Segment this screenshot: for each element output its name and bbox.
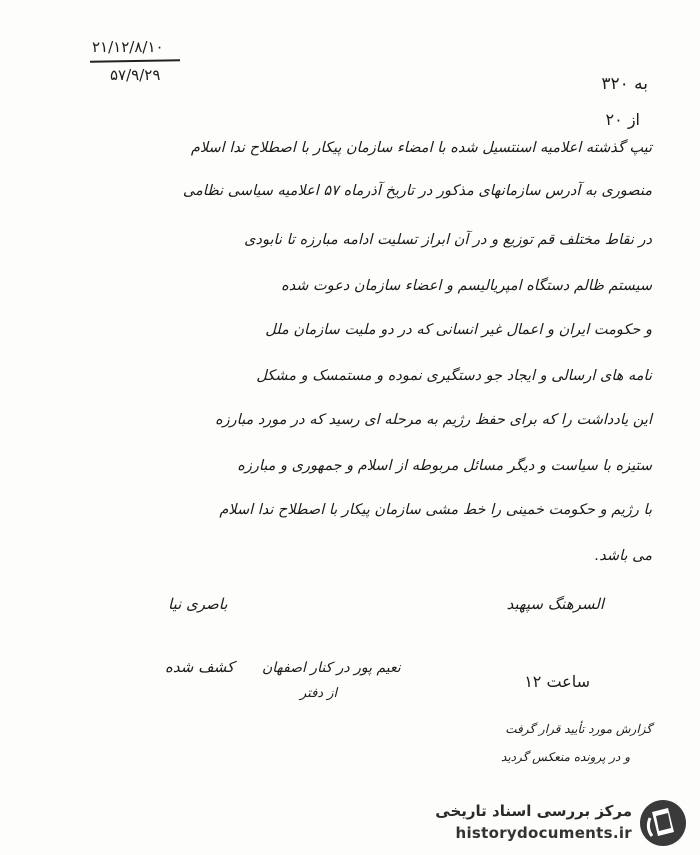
body-line-9: با رژیم و حکومت خمینی را خط مشی سازمان پیکار با اصطلاح ندا اسلام [219, 502, 652, 518]
margin-note-1: گزارش مورد تأیید قرار گرفت [505, 722, 652, 736]
signature-right: السرهنگ سپهبد [506, 595, 604, 613]
body-line-5: و حکومت ایران و اعمال غیر انسانی که در دو ملیت سازمان ملل [265, 322, 652, 338]
signature-middle: نعیم پور در کنار اصفهان [262, 660, 401, 676]
body-line-1: تیپ گذشته اعلامیه اسنتسیل شده با امضاء سازمان پیکار با اصطلاح ندا اسلام [190, 140, 652, 156]
body-line-7: این یادداشت را که برای حفظ رژیم به مرحله ای رسید که در مورد مبارزه [215, 412, 652, 428]
body-line-6: نامه های ارسالی و ایجاد جو دستگیری نموده و مستمسک و مشکل [256, 368, 652, 384]
signature-middle-2: از دفتر [300, 686, 338, 701]
reference-date: ۵۷/۹/۲۹ [110, 66, 161, 84]
watermark-url: historydocuments.ir [455, 824, 632, 842]
recipient-line: به ۳۲۰ [601, 74, 648, 94]
reference-underline [90, 59, 180, 63]
body-line-10: می باشد. [594, 548, 652, 564]
body-line-8: ستیزه با سیاست و دیگر مسائل مربوطه از اسلام و جمهوری و مبارزه [237, 458, 652, 474]
signature-left: باصری نیا [168, 595, 228, 613]
sender-line: از ۲۰ [605, 110, 640, 129]
body-line-2: منصوری به آدرس سازمانهای مذکور در تاریخ آذرماه ۵۷ اعلامیه سیاسی نظامی [182, 183, 652, 199]
body-line-3: در نقاط مختلف قم توزیع و در آن ابراز تسلیت ادامه مبارزه تا نابودی [244, 232, 652, 248]
signature-left-bottom: کشف شده [165, 658, 235, 676]
watermark-title: مرکز بررسی اسناد تاریخی [435, 802, 632, 820]
time-note: ساعت ۱۲ [524, 672, 590, 691]
archive-watermark [388, 798, 688, 850]
reference-number: ۲۱/۱۲/۸/۱۰ [92, 38, 164, 56]
document-archive-icon [638, 798, 688, 848]
body-line-4: سیستم ظالم دستگاه امپریالیسم و اعضاء سازمان دعوت شده [281, 278, 652, 294]
margin-note-2: و در پرونده منعکس گردید [501, 750, 630, 764]
